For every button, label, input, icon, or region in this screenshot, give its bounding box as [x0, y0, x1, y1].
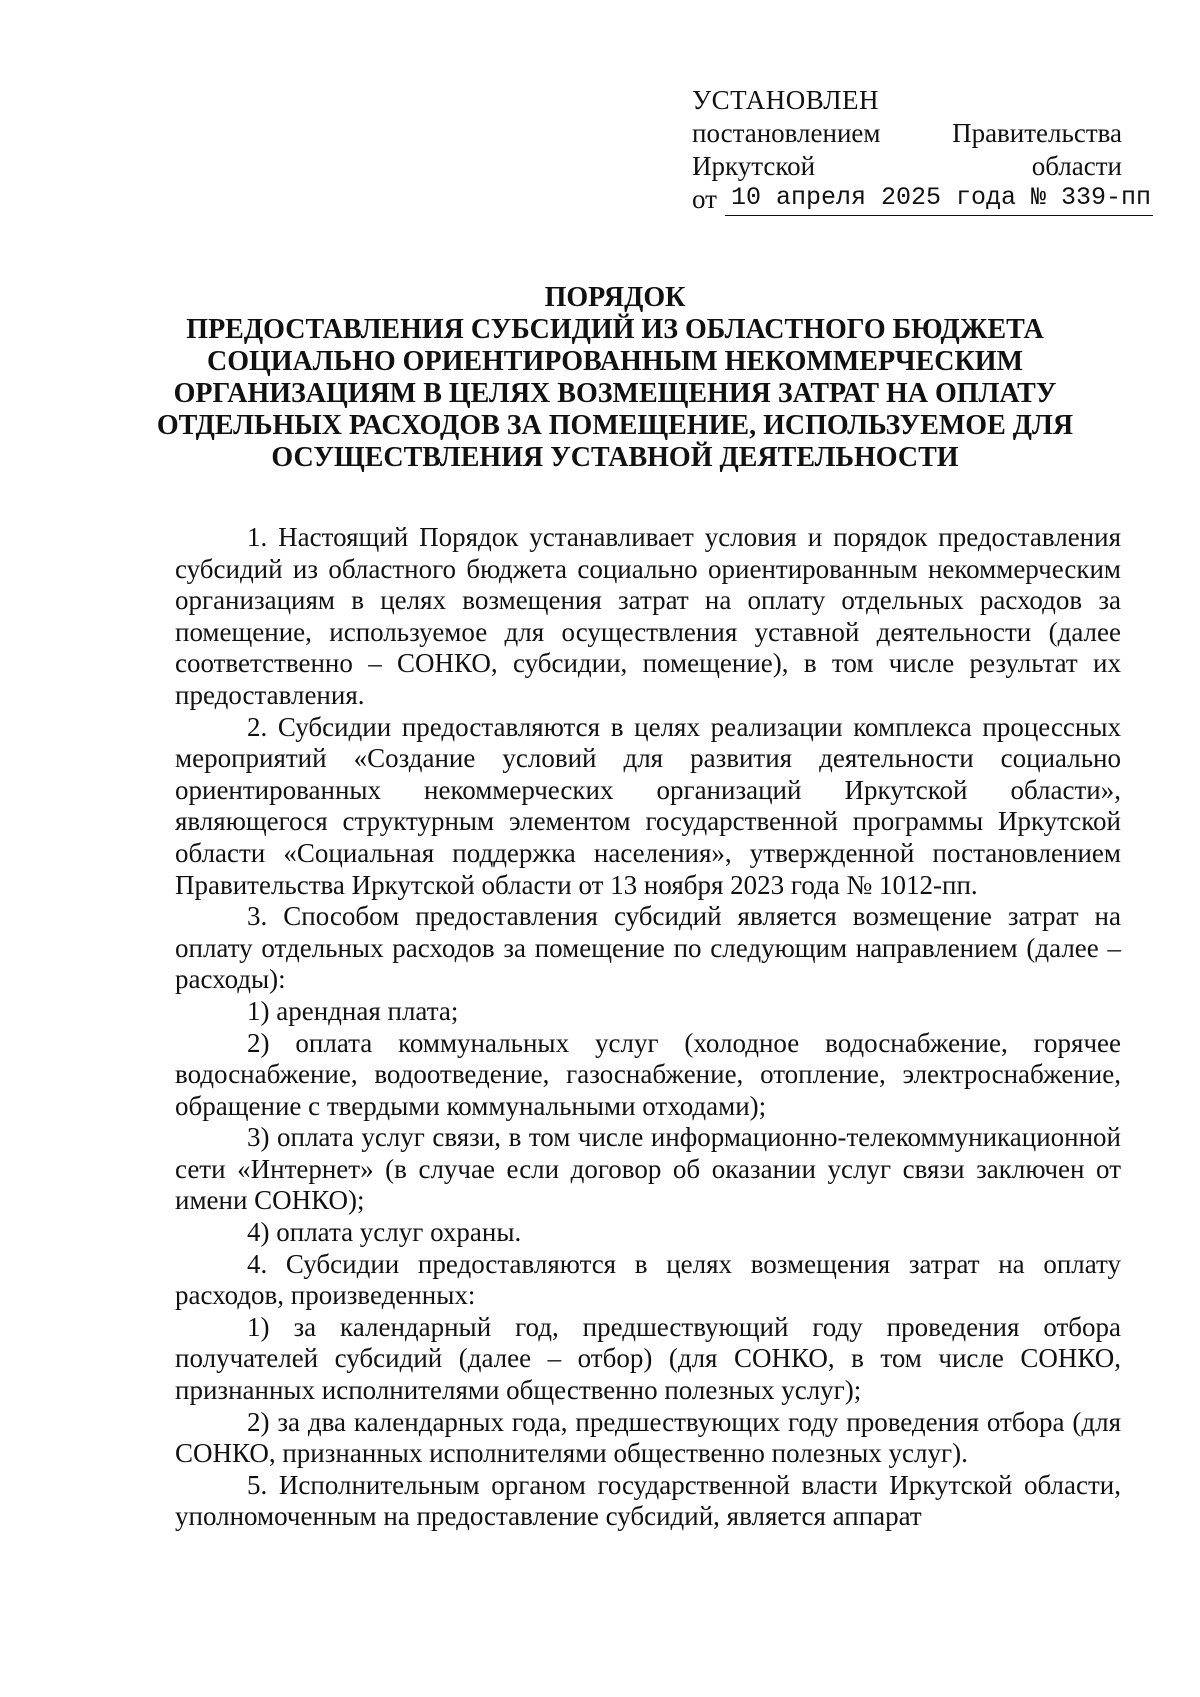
approval-line-2 [692, 117, 1122, 150]
list-item-4-2: 2) за два календарных года, предшествующих году проведения отбора (для СОНКО, признанных исполнителями общественно полезных услуг). [175, 1406, 1121, 1469]
approval-date-value: 10 апреля 2025 года № 339-пп [725, 183, 1153, 216]
approval-line-2-left: постановлением [692, 118, 881, 148]
approval-line-3 [692, 150, 1122, 183]
approval-heading: УСТАНОВЛЕН [692, 85, 880, 115]
list-item-3-2: 2) оплата коммунальных услуг (холодное водоснабжение, горячее водоснабжение, водоотведение, газоснабжение, отопление, электроснабжение, обращение с твердыми коммунальными отходами); [175, 1027, 1121, 1121]
title-line-6: ОСУЩЕСТВЛЕНИЯ УСТАВНОЙ ДЕЯТЕЛЬНОСТИ [271, 442, 959, 473]
document-title [120, 282, 1110, 474]
approval-stamp [692, 84, 1152, 216]
approval-line-3-right: области [1031, 151, 1122, 181]
approval-date-line [692, 183, 1152, 216]
list-item-3-3: 3) оплата услуг связи, в том числе информационно-телекоммуникационной сети «Интернет» (в случае если договор об оказании услуг связи заключен от имени СОНКО); [175, 1122, 1121, 1216]
list-item-4-1: 1) за календарный год, предшествующий году проведения отбора получателей субсидий (далее – отбор) (для СОНКО, в том числе СОНКО, признанных исполнителями общественно полезных услуг); [175, 1311, 1121, 1406]
title-line-1: ПОРЯДОК [544, 282, 686, 313]
approval-line-3-left: Иркутской [692, 151, 816, 181]
paragraph-5: 5. Исполнительным органом государственной власти Иркутской области, уполномоченным на предоставление субсидий, является аппарат [175, 1469, 1121, 1532]
paragraph-3: 3. Способом предоставления субсидий является возмещение затрат на оплату отдельных расходов за помещение по следующим направлением (далее – расходы): [175, 901, 1121, 995]
title-line-5: ОТДЕЛЬНЫХ РАСХОДОВ ЗА ПОМЕЩЕНИЕ, ИСПОЛЬЗУЕМОЕ ДЛЯ [156, 410, 1074, 441]
title-line-2: ПРЕДОСТАВЛЕНИЯ СУБСИДИЙ ИЗ ОБЛАСТНОГО БЮДЖЕТА [186, 314, 1044, 345]
title-line-3: СОЦИАЛЬНО ОРИЕНТИРОВАННЫМ НЕКОММЕРЧЕСКИМ [206, 346, 1024, 377]
list-item-3-4: 4) оплата услуг охраны. [247, 1217, 522, 1248]
title-line-4: ОРГАНИЗАЦИЯМ В ЦЕЛЯХ ВОЗМЕЩЕНИЯ ЗАТРАТ НА ОПЛАТУ [173, 378, 1057, 409]
paragraph-1: 1. Настоящий Порядок устанавливает условия и порядок предоставления субсидий из областного бюджета социально ориентированным некоммерческим организациям в целях возмещения затрат на оплату отдельных расходов за помещение, используемое для осуществления уставной деятельности (далее соответственно – СОНКО, субсидии, помещение), в том числе результат их предоставления. [175, 522, 1121, 710]
list-item-3-1: 1) арендная плата; [247, 995, 459, 1026]
approval-date-prefix: от [692, 184, 717, 214]
paragraph-4: 4. Субсидии предоставляются в целях возмещения затрат на оплату расходов, произведенных: [175, 1248, 1121, 1311]
approval-line-2-right: Правительства [952, 118, 1122, 148]
document-body [175, 522, 1121, 1533]
paragraph-2: 2. Субсидии предоставляются в целях реализации комплекса процессных мероприятий «Создание условий для развития деятельности социально ориентированных некоммерческих организаций Иркутской области», являющегося структурным элементом государственной программы Иркутской области «Социальная поддержка населения», утвержденной постановлением Правительства Иркутской области от 13 ноября 2023 года № 1012-пп. [175, 711, 1121, 900]
